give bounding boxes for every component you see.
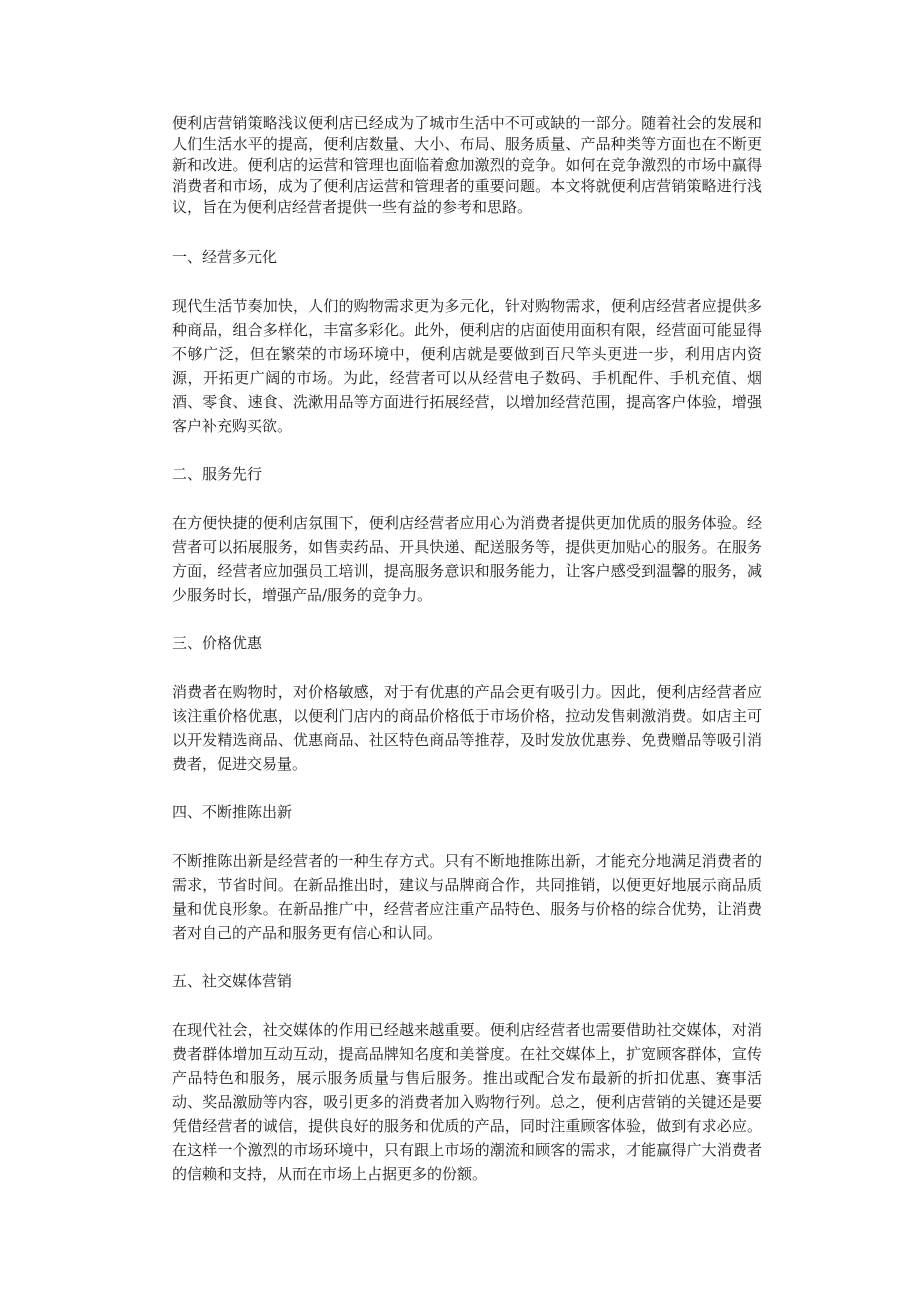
section-heading-service: 二、服务先行 <box>172 465 263 483</box>
section-body-diversification: 现代生活节奏加快，人们的购物需求更为多元化，针对购物需求，便利店经营者应提供多种商品，组合多样化，丰富多彩化。此外，便利店的店面使用面积有限，经营面可能显得不够广泛，但在繁荣的市场环境中，便利店就是要做到百尺竿头更进一步，利用店内资源，开拓更广阔的市场。为此，经营者可以从经营电子数码、手机配件、手机充值、烟酒、零食、速食、洗漱用品等方面进行拓展经营，以增加经营范围，提高客户体验，增强客户补充购买欲。 <box>172 297 762 435</box>
section-body-innovation: 不断推陈出新是经营者的一种生存方式。只有不断地推陈出新，才能充分地满足消费者的需求，节省时间。在新品推出时，建议与品牌商合作，共同推销，以便更好地展示商品质量和优良形象。在新品推广中，经营者应注重产品特色、服务与价格的综合优势，让消费者对自己的产品和服务更有信心和认同。 <box>172 852 762 942</box>
document-page <box>172 113 762 1186</box>
intro-paragraph: 便利店营销策略浅议便利店已经成为了城市生活中不可或缺的一部分。随着社会的发展和人们生活水平的提高，便利店数量、大小、布局、服务质量、产品种类等方面也在不断更新和改进。便利店的运营和管理也面临着愈加激烈的竞争。如何在竞争激烈的市场中赢得消费者和市场，成为了便利店运营和管理者的重要问题。本文将就便利店营销策略进行浅议，旨在为便利店经营者提供一些有益的参考和思路。 <box>172 114 762 216</box>
section-heading-diversification: 一、经营多元化 <box>172 248 278 266</box>
section-body-social-media: 在现代社会，社交媒体的作用已经越来越重要。便利店经营者也需要借助社交媒体，对消费者群体增加互动互动，提高品牌知名度和美誉度。在社交媒体上，扩宽顾客群体，宣传产品特色和服务，展示服务质量与售后服务。推出或配合发布最新的折扣优惠、赛事活动、奖品激励等内容，吸引更多的消费者加入购物行列。总之，便利店营销的关键还是要凭借经营者的诚信，提供良好的服务和优质的产品，同时注重顾客体验，做到有求必应。在这样一个激烈的市场环境中，只有跟上市场的潮流和顾客的需求，才能赢得广大消费者的信赖和支持，从而在市场上占据更多的份额。 <box>172 1021 762 1183</box>
section-body-pricing: 消费者在购物时，对价格敏感，对于有优惠的产品会更有吸引力。因此，便利店经营者应该注重价格优惠，以便利门店内的商品价格低于市场价格，拉动发售刺激消费。如店主可以开发精选商品、优惠商品、社区特色商品等推荐，及时发放优惠券、免费赠品等吸引消费者，促进交易量。 <box>172 683 762 773</box>
section-heading-social-media: 五、社交媒体营销 <box>172 972 293 990</box>
section-heading-pricing: 三、价格优惠 <box>172 634 263 652</box>
section-heading-innovation: 四、不断推陈出新 <box>172 803 293 821</box>
section-body-service: 在方便快捷的便利店氛围下，便利店经营者应用心为消费者提供更加优质的服务体验。经营者可以拓展服务，如售卖药品、开具快递、配送服务等，提供更加贴心的服务。在服务方面，经营者应加强员工培训，提高服务意识和服务能力，让客户感受到温馨的服务，减少服务时长，增强产品/服务的竞争力。 <box>172 514 762 604</box>
